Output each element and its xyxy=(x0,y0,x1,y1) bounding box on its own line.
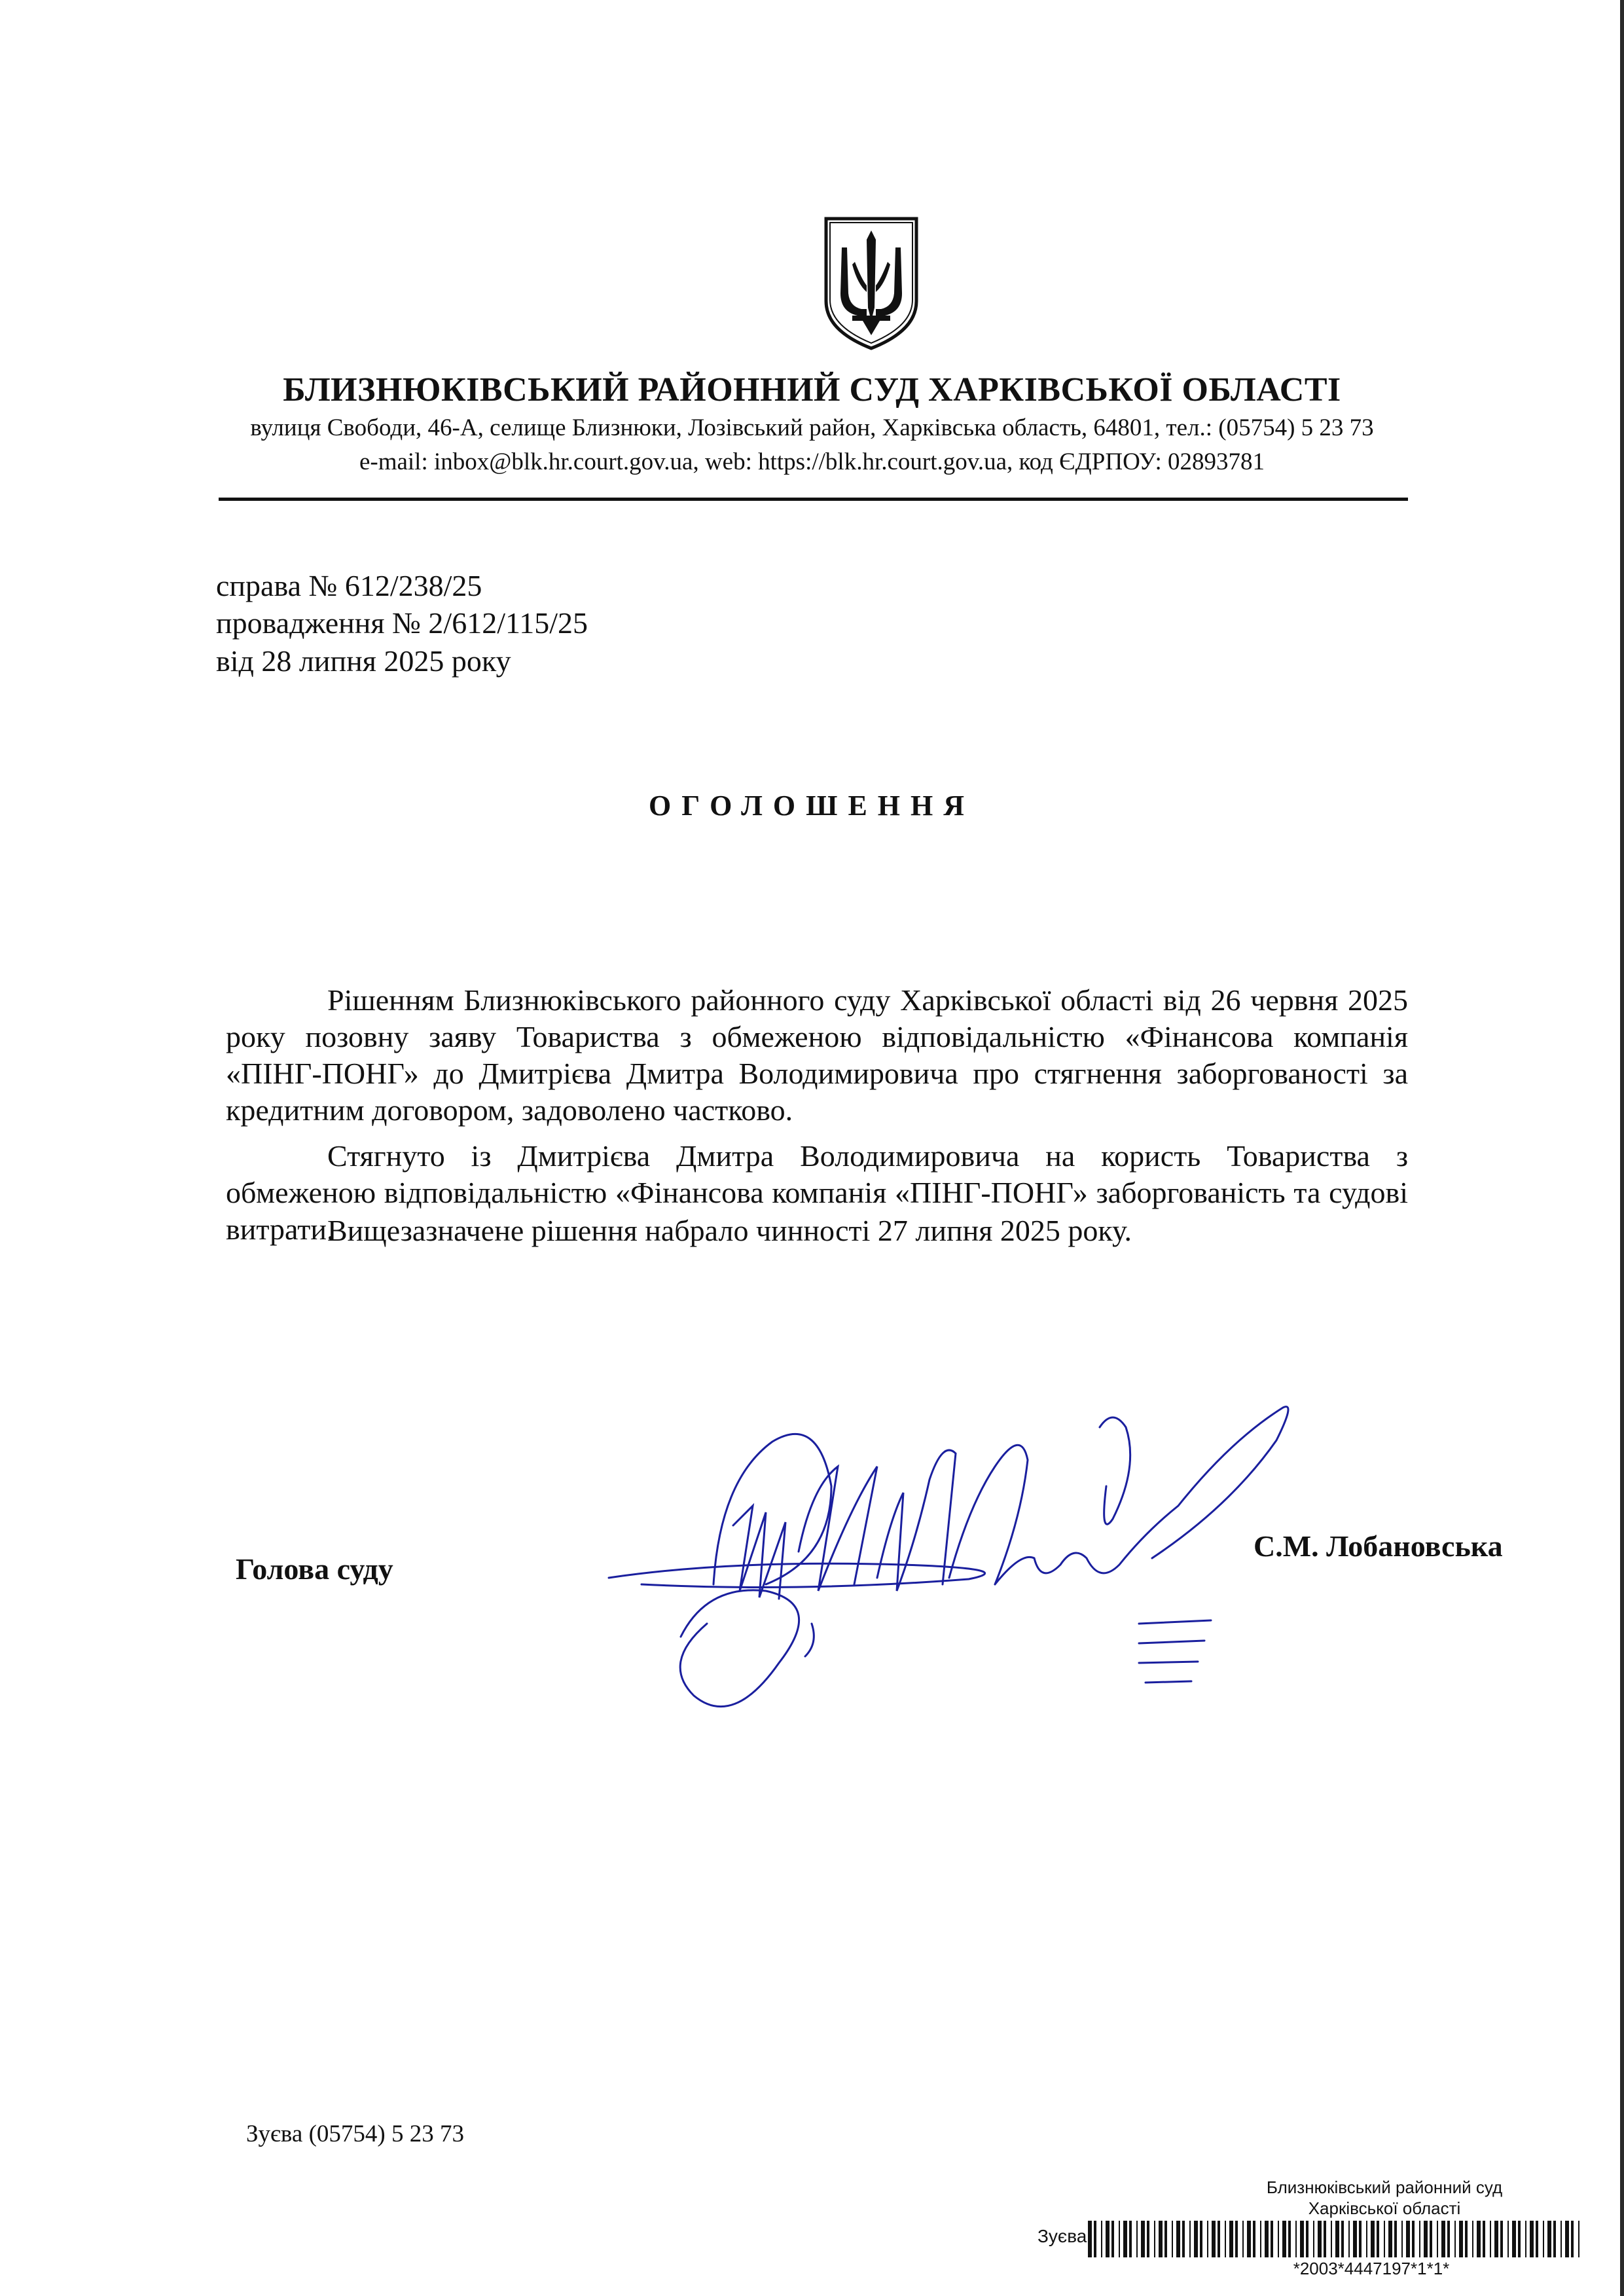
barcode-bar xyxy=(1412,2221,1415,2257)
barcode-bar xyxy=(1472,2221,1473,2257)
court-name: БЛИЗНЮКІВСЬКИЙ РАЙОННИЙ СУД ХАРКІВСЬКОЇ ОБЛАСТІ xyxy=(283,371,1341,409)
ukraine-emblem-icon xyxy=(823,216,919,351)
barcode-bar xyxy=(1565,2221,1569,2257)
barcode-bar xyxy=(1401,2221,1403,2257)
barcode-bar xyxy=(1406,2221,1410,2257)
barcode-bar xyxy=(1260,2221,1261,2257)
barcode-bar xyxy=(1242,2221,1244,2257)
executor-contact: Зуєва (05754) 5 23 73 xyxy=(246,2121,464,2147)
barcode-bar xyxy=(1388,2221,1392,2257)
barcode-bar xyxy=(1419,2221,1420,2257)
barcode-bar xyxy=(1441,2221,1445,2257)
barcode-bar xyxy=(1454,2221,1456,2257)
document-barcode xyxy=(1087,2221,1584,2257)
barcode-bar xyxy=(1377,2221,1379,2257)
barcode-bar xyxy=(1313,2221,1314,2257)
barcode-bar xyxy=(1536,2221,1538,2257)
barcode-bar xyxy=(1164,2221,1167,2257)
barcode-bar xyxy=(1394,2221,1397,2257)
barcode-bar xyxy=(1543,2221,1544,2257)
signer-name: С.М. Лобановська xyxy=(1254,1529,1503,1563)
barcode-bar xyxy=(1447,2221,1450,2257)
barcode-bar xyxy=(1512,2221,1516,2257)
barcode-bar xyxy=(1430,2221,1432,2257)
barcode-bar xyxy=(1229,2221,1233,2257)
barcode-bar xyxy=(1119,2221,1120,2257)
barcode-bar xyxy=(1341,2221,1344,2257)
barcode-bar xyxy=(1212,2221,1216,2257)
court-address: вулиця Свободи, 46-А, селище Близнюки, Лозівський район, Харківська область, 64801, тел.: (05754) 5 23 73 xyxy=(250,414,1374,441)
proceeding-number: провадження № 2/612/115/25 xyxy=(216,606,588,640)
barcode-bar xyxy=(1300,2221,1304,2257)
barcode-bar xyxy=(1101,2221,1102,2257)
stamp-court-line2: Харківської області xyxy=(1308,2198,1461,2218)
barcode-bar xyxy=(1129,2221,1132,2257)
barcode-bar xyxy=(1437,2221,1438,2257)
barcode-bar xyxy=(1331,2221,1332,2257)
barcode-bar xyxy=(1247,2221,1251,2257)
barcode-bar xyxy=(1295,2221,1297,2257)
barcode-bar xyxy=(1271,2221,1273,2257)
barcode-bar xyxy=(1465,2221,1468,2257)
barcode-bar xyxy=(1366,2221,1367,2257)
body-paragraph-1: Рішенням Близнюківського районного суду Харківської області від 26 червня 2025 року позовну заяву Товариства з обмеженою відповідальністю «Фінансова компанія «ПІНГ-ПОНГ» до Дмитрієва Дмитра Володимировича про стягнення заборгованості за кредитним договором, задоволено частково. xyxy=(226,983,1408,1127)
barcode-bar xyxy=(1490,2221,1491,2257)
barcode-bar xyxy=(1353,2221,1357,2257)
body-paragraph-2: Стягнуто із Дмитрієва Дмитра Володимировича на користь Товариства з обмеженою відповідальністю «Фінансова компанія «ПІНГ-ПОНГ» заборгованість та судові витрати. xyxy=(226,1139,1408,1246)
barcode-bar xyxy=(1571,2221,1574,2257)
barcode-bar xyxy=(1123,2221,1127,2257)
court-contacts: e-mail: inbox@blk.hr.court.gov.ua, web: https://blk.hr.court.gov.ua, код ЄДРПОУ: 02893781 xyxy=(359,448,1265,475)
barcode-bar xyxy=(1561,2221,1562,2257)
barcode-bar xyxy=(1141,2221,1145,2257)
barcode-bar xyxy=(1525,2221,1526,2257)
barcode-bar xyxy=(1207,2221,1208,2257)
barcode-bar xyxy=(1371,2221,1375,2257)
case-number: справа № 612/238/25 xyxy=(216,569,482,602)
barcode-bar xyxy=(1172,2221,1173,2257)
body-paragraph-3: Вищезазначене рішення набрало чинності 27 липня 2025 року. xyxy=(327,1214,1132,1247)
barcode-bar xyxy=(1384,2221,1385,2257)
barcode-bar xyxy=(1136,2221,1138,2257)
barcode-bar xyxy=(1225,2221,1226,2257)
barcode-bar xyxy=(1518,2221,1521,2257)
barcode-bar xyxy=(1235,2221,1238,2257)
barcode-bar xyxy=(1278,2221,1279,2257)
barcode-bar xyxy=(1154,2221,1155,2257)
barcode-bar xyxy=(1348,2221,1350,2257)
barcode-bar xyxy=(1094,2221,1096,2257)
letterhead-divider xyxy=(219,498,1408,501)
barcode-bar xyxy=(1111,2221,1114,2257)
barcode-bar xyxy=(1182,2221,1185,2257)
barcode-bar xyxy=(1306,2221,1308,2257)
barcode-bar xyxy=(1106,2221,1110,2257)
stamp-court-line1: Близнюківський районний суд xyxy=(1266,2178,1503,2197)
barcode-bar xyxy=(1459,2221,1463,2257)
barcode-bar xyxy=(1265,2221,1269,2257)
barcode-bar xyxy=(1189,2221,1191,2257)
barcode-bar xyxy=(1200,2221,1202,2257)
signer-position: Голова суду xyxy=(236,1552,393,1586)
barcode-bar xyxy=(1500,2221,1503,2257)
barcode-bar xyxy=(1494,2221,1498,2257)
barcode-bar xyxy=(1578,2221,1579,2257)
barcode-bar xyxy=(1253,2221,1255,2257)
barcode-bar xyxy=(1335,2221,1339,2257)
barcode-bar xyxy=(1159,2221,1163,2257)
barcode-text: *2003*4447197*1*1* xyxy=(1293,2259,1450,2278)
barcode-bar xyxy=(1477,2221,1481,2257)
barcode-bar xyxy=(1088,2221,1092,2257)
barcode-bar xyxy=(1176,2221,1180,2257)
barcode-bar xyxy=(1424,2221,1428,2257)
barcode-bar xyxy=(1507,2221,1509,2257)
handwritten-signature xyxy=(602,1388,1296,1755)
barcode-bar xyxy=(1194,2221,1198,2257)
barcode-bar xyxy=(1359,2221,1362,2257)
barcode-bar xyxy=(1530,2221,1534,2257)
barcode-bar xyxy=(1324,2221,1326,2257)
barcode-label: Зуєва xyxy=(1038,2226,1087,2246)
document-title: ОГОЛОШЕННЯ xyxy=(648,790,975,822)
scan-edge xyxy=(1620,0,1624,2296)
barcode-bar xyxy=(1553,2221,1556,2257)
barcode-bar xyxy=(1288,2221,1291,2257)
barcode-bar xyxy=(1483,2221,1485,2257)
barcode-bar xyxy=(1282,2221,1286,2257)
barcode-bar xyxy=(1318,2221,1322,2257)
barcode-bar xyxy=(1218,2221,1220,2257)
barcode-bar xyxy=(1147,2221,1149,2257)
document-date: від 28 липня 2025 року xyxy=(216,644,511,678)
barcode-bar xyxy=(1547,2221,1551,2257)
